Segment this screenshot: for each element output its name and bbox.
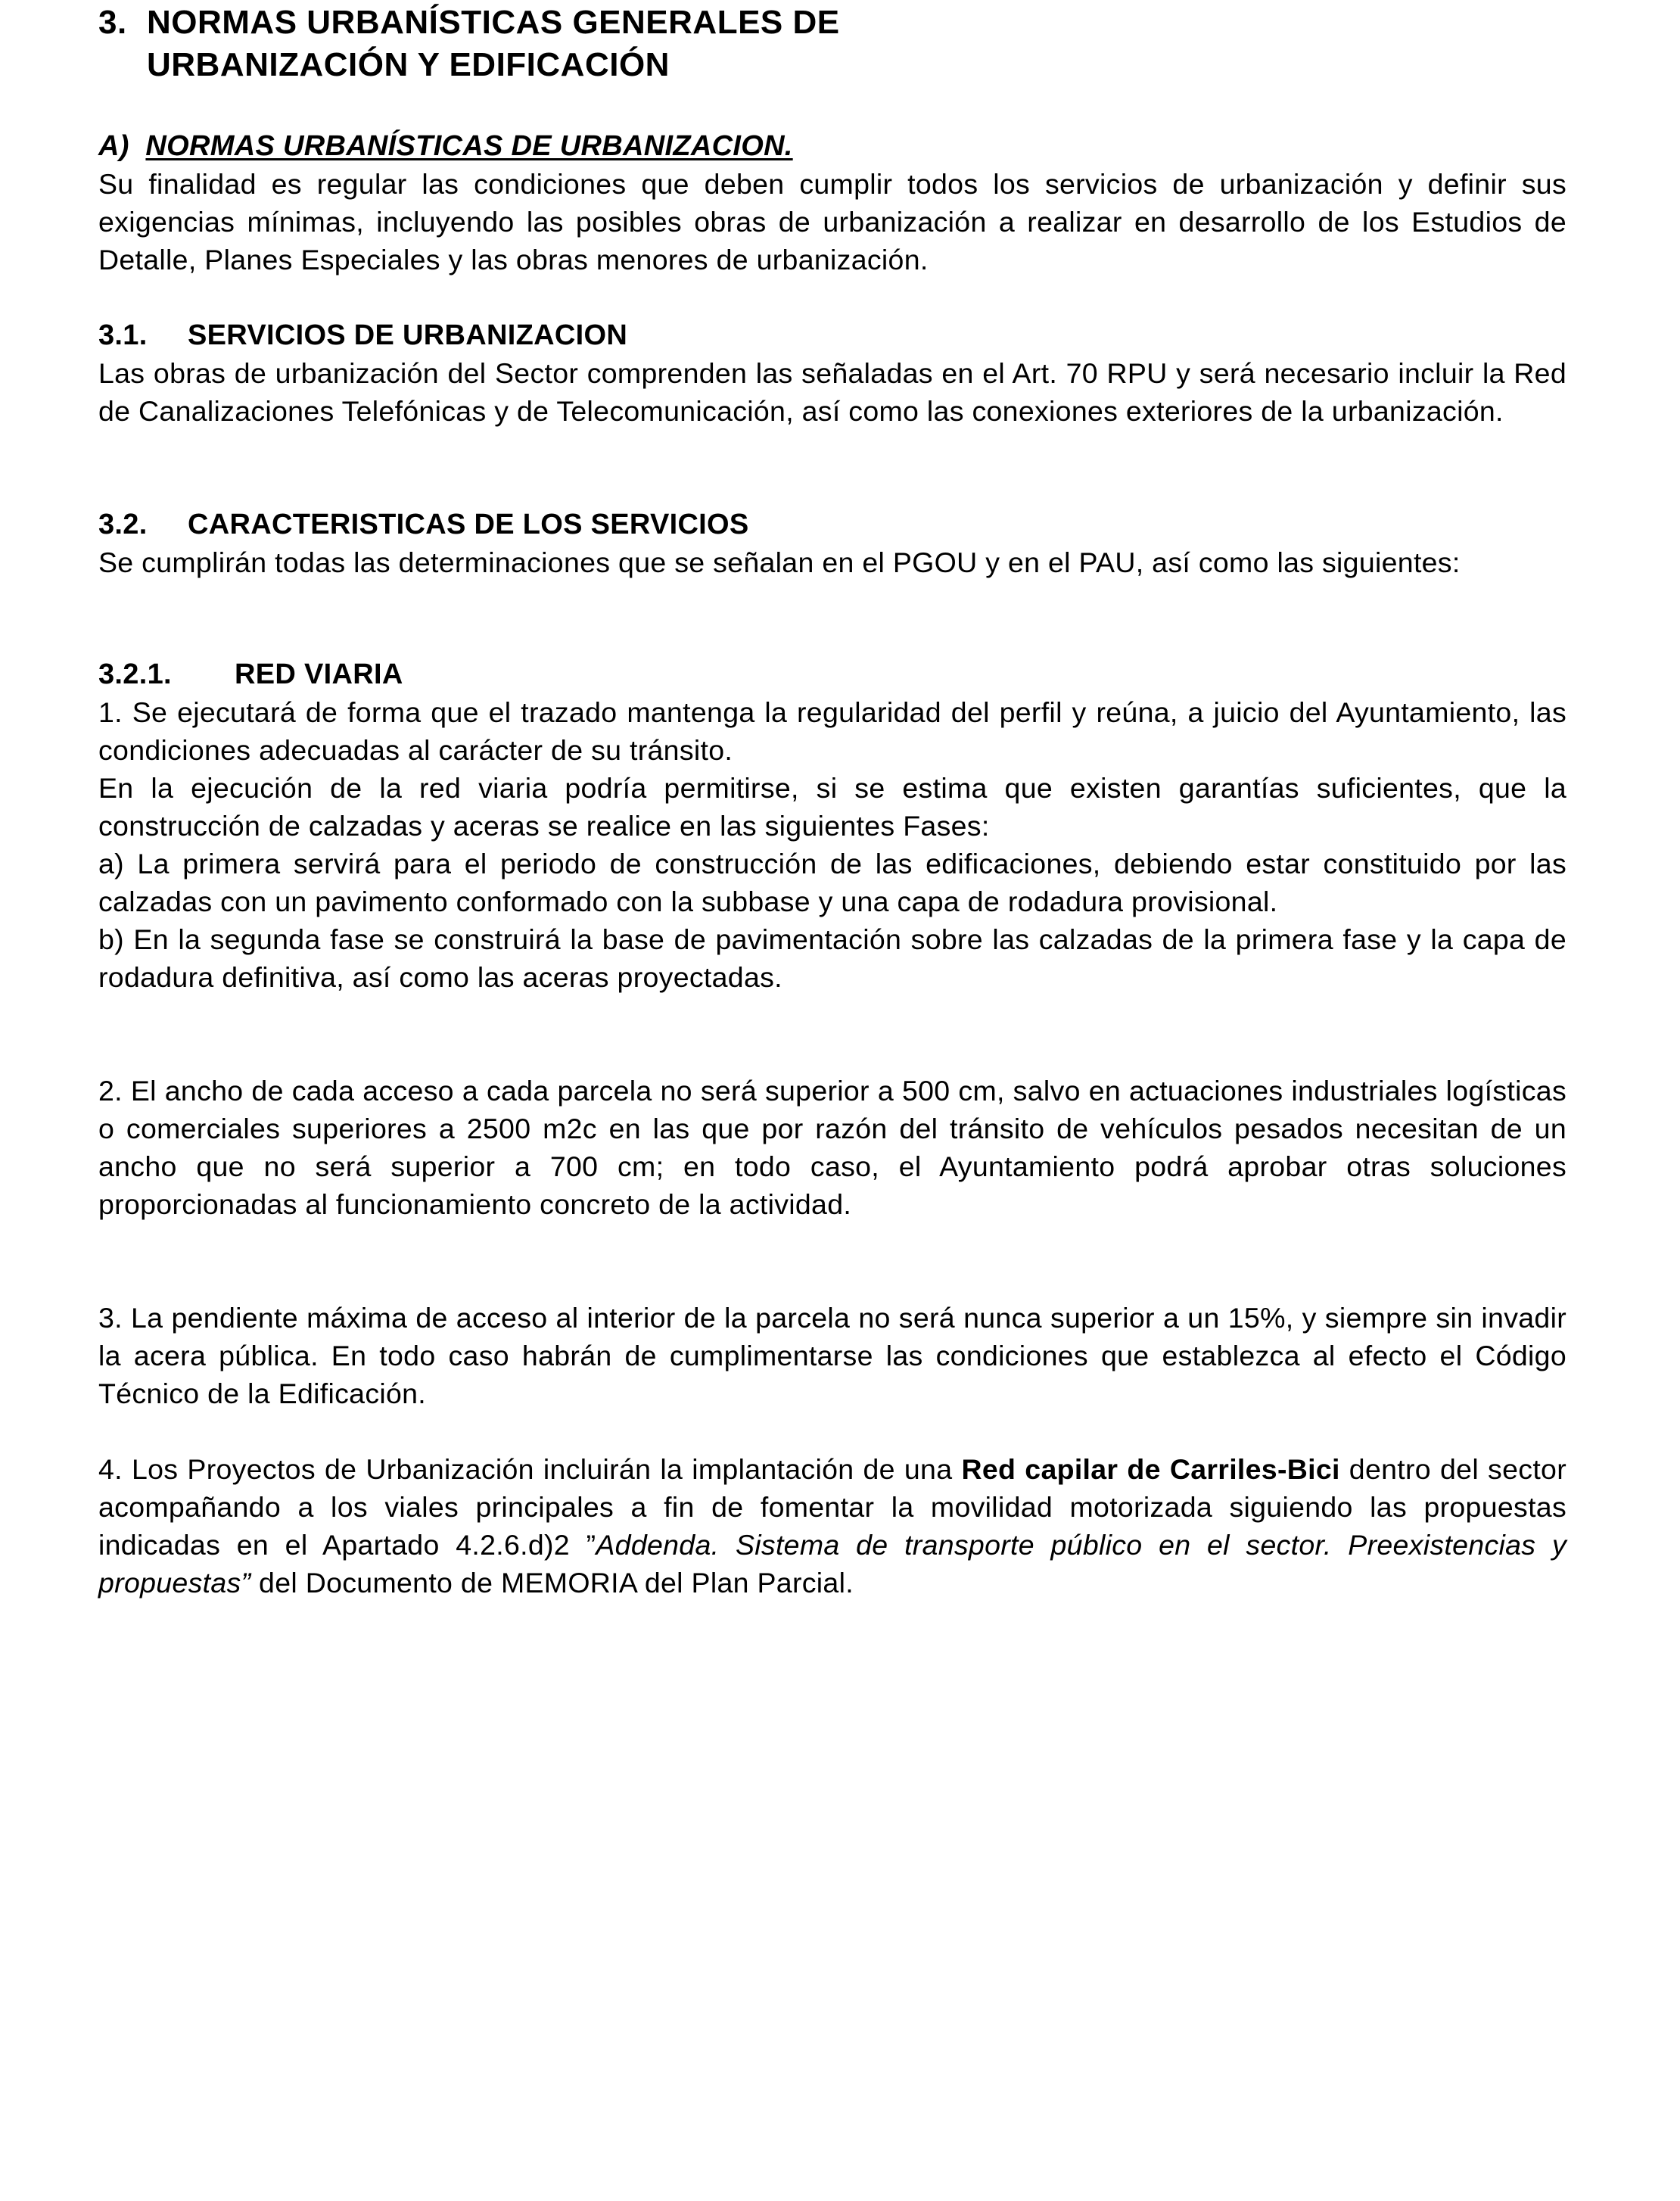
section-a-title: NORMAS URBANÍSTICAS DE URBANIZACION.: [145, 130, 793, 162]
paragraph-4-italic: Addenda. Sistema de transporte público en el sector. Preexistencias y propuestas”: [98, 1529, 1566, 1599]
section-a-prefix: A): [98, 130, 129, 162]
section-3-2: [98, 506, 1566, 581]
title-line-1: NORMAS URBANÍSTICAS GENERALES DE: [147, 4, 840, 41]
paragraph-4-bold: Red capilar de Carriles-Bici: [961, 1453, 1340, 1485]
red-viaria-paragraph-1: 1. Se ejecutará de forma que el trazado mantenga la regularidad del perfil y reúna, a juicio del Ayuntamiento, las condiciones adecuadas al carácter de su tránsito.: [98, 696, 1566, 766]
section-3-2-1-title: RED VIARIA: [235, 658, 403, 690]
section-3-2-1-number: 3.2.1.: [98, 658, 172, 690]
section-a-text: Su finalidad es regular las condiciones que deben cumplir todos los servicios de urbanización y definir sus exigencias mínimas, incluyendo las posibles obras de urbanización a realizar en desarrollo de los Estudios de Detalle, Planes Especiales y las obras menores de urbanización.: [98, 168, 1566, 276]
red-viaria-paragraph-2-text: 2. El ancho de cada acceso a cada parcela no será superior a 500 cm, salvo en actuaciones industriales logísticas o comerciales superiores a 2500 m2c en las que por razón del tránsito de vehículos pesados necesitan de un ancho que no será superior a 700 cm; en todo caso, el Ayuntamiento podrá aprobar otras soluciones proporcionadas al funcionamiento concreto de la actividad.: [98, 1075, 1566, 1220]
section-3-2-heading: [98, 506, 1566, 543]
paragraph-4-part-c: del Documento de MEMORIA del Plan Parcial.: [250, 1567, 854, 1599]
red-viaria-paragraph-2: [98, 1072, 1566, 1223]
red-viaria-fases-intro: En la ejecución de la red viaria podría permitirse, si se estima que existen garantías suficientes, que la construcción de calzadas y aceras se realice en las siguientes Fases:: [98, 772, 1566, 842]
red-viaria-paragraph-4-text: [98, 1450, 1566, 1602]
section-3-1-title: SERVICIOS DE URBANIZACION: [188, 319, 628, 351]
title-number: 3.: [98, 4, 127, 41]
section-3-2-title: CARACTERISTICAS DE LOS SERVICIOS: [188, 509, 749, 540]
paragraph-4-part-b: dentro del sector acompañando a los viales principales a fin de fomentar la movilidad motorizada siguiendo las propuestas indicadas en el Apartado 4.2.6.d)2 ”: [98, 1453, 1566, 1561]
section-3-1-number: 3.1.: [98, 319, 148, 351]
section-3-2-1: [98, 655, 1566, 996]
section-3-2-number: 3.2.: [98, 509, 148, 540]
section-a: [98, 127, 1566, 279]
section-3-2-text: Se cumplirán todas las determinaciones que se señalan en el PGOU y en el PAU, así como las siguientes:: [98, 546, 1461, 578]
red-viaria-fase-b: b) En la segunda fase se construirá la base de pavimentación sobre las calzadas de la primera fase y la capa de rodadura definitiva, así como las aceras proyectadas.: [98, 923, 1566, 993]
red-viaria-paragraph-3-text: 3. La pendiente máxima de acceso al interior de la parcela no será nunca superior a un 15%, y siempre sin invadir la acera pública. En todo caso habrán de cumplimentarse las condiciones que establezca al efecto el Código Técnico de la Edificación.: [98, 1302, 1566, 1409]
section-3-1: [98, 316, 1566, 430]
red-viaria-fase-a: a) La primera servirá para el periodo de construcción de las edificaciones, debiendo estar constituido por las calzadas con un pavimento conformado con la subbase y una capa de rodadura provisional.: [98, 848, 1566, 917]
paragraph-4-part-a: 4. Los Proyectos de Urbanización incluirán la implantación de una: [98, 1453, 962, 1485]
main-title: [98, 2, 840, 86]
red-viaria-paragraph-3: [98, 1299, 1566, 1412]
red-viaria-paragraph-4: [98, 1450, 1566, 1602]
section-3-1-text: Las obras de urbanización del Sector comprenden las señaladas en el Art. 70 RPU y será necesario incluir la Red de Canalizaciones Telefónicas y de Telecomunicación, así como las conexiones exteriores de la urbanización.: [98, 357, 1566, 427]
section-3-2-1-heading: [98, 655, 1566, 693]
section-a-heading: [98, 127, 1566, 165]
title-line-2: URBANIZACIÓN Y EDIFICACIÓN: [147, 46, 670, 83]
section-3-1-heading: [98, 316, 1566, 354]
